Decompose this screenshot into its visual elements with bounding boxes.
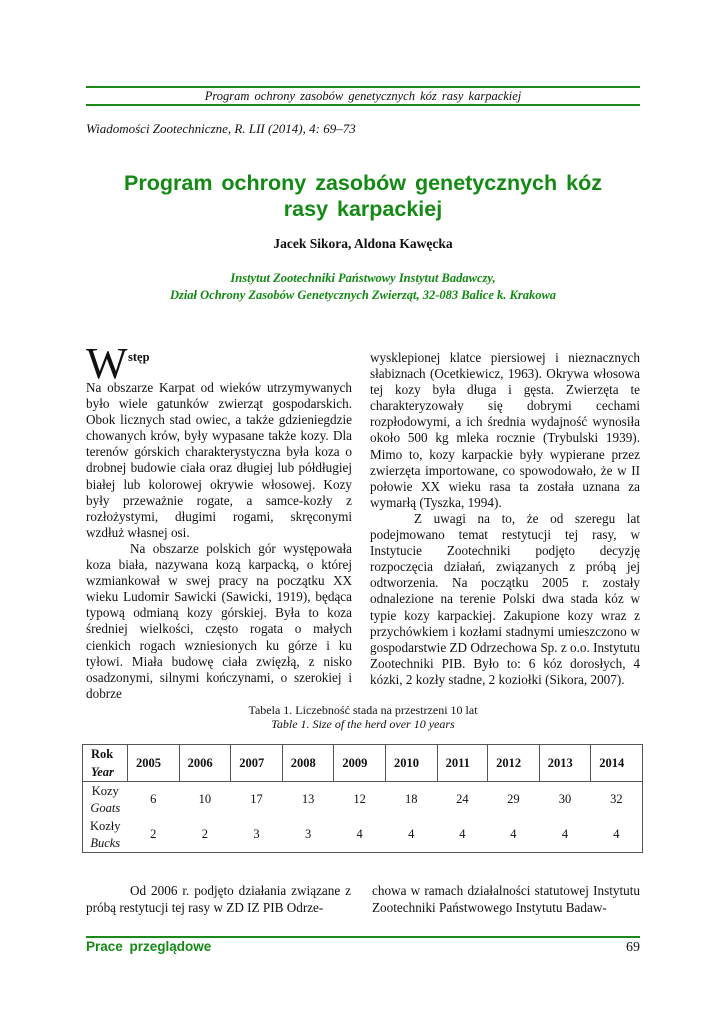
table-cell: 18 [405,792,418,806]
year-header: 2006 [179,745,231,782]
table-header-row [83,745,643,782]
table-cell: 13 [301,792,315,806]
table-cell: 3 [304,827,312,841]
year-header: 2013 [539,745,591,782]
text-column-left [86,339,352,702]
dropcap: W [86,339,128,388]
table-cell: 2 [201,827,209,841]
text-column-right [370,350,640,688]
header-label-en: Year [91,765,114,779]
paragraph: Od 2006 r. podjęto działania związane z próbą restytucji tej rasy w ZD IZ PIB Odrze- [86,883,351,915]
footer-rule [86,936,640,938]
paragraph: Z uwagi na to, że od szeregu lat podejmowano temat restytucji tej rasy, w Instytucie Zootechniki podjęto decyzję rozpoczęcia działań, związanych z próbą jej odtworzenia. Na początku 2005 r. zostały odnalezione na terenie Polski dwa stada kóz w typie kozy karpackiej. Zakupione kozy wraz z przychówkiem i kozłami stadnymi umieszczono w gospodarstwie ZD Odrzechowa Sp. z o.o. Instytutu Zootechniki PIB. Było to: 6 kóz dorosłych, 4 kózki, 2 kozły stadne, 2 koziołki (Sikora, 2007). [370,510,640,687]
table-cell: 4 [459,827,466,841]
affiliation [86,270,640,304]
year-header: 2014 [591,745,643,782]
year-header: 2011 [437,745,488,782]
header-label-cell [83,745,128,782]
affiliation-line-1: Instytut Zootechniki Państwowy Instytut Badawczy, [230,271,496,285]
paragraph: Na obszarze polskich gór występowała koza biała, nazywana kozą karpacką, o której wzmiankował w swej pracy na początku XX wieku Ludomir Sawicki (Sawicki, 1919), będąca typową odmianą kozy górskiej. Była to koza średniej wielkości, często rogata o małych cienkich rogach wzniesionych ku górze i ku tyłowi. Miała budowę ciała zwięzłą, z nisko osadzonymi, silnymi kończynami, o szerokiej i dobrze [86,540,352,701]
table-cell: 17 [250,792,263,806]
year-header: 2005 [128,745,180,782]
year-header: 2010 [385,745,437,782]
affiliation-line-2: Dział Ochrony Zasobów Genetycznych Zwierząt, 32-083 Balice k. Krakowa [169,288,557,302]
table-caption-pl: Tabela 1. Liczebność stada na przestrzeni 10 lat [248,703,478,717]
table-cell: 29 [507,792,520,806]
table-cell: 4 [408,827,415,841]
journal-citation: Wiadomości Zootechniczne, R. LII (2014), 4: 69–73 [86,121,356,136]
table-cell: 4 [356,827,363,841]
row-label-en: Goats [90,800,121,815]
year-header: 2008 [282,745,334,782]
title-line-1: Program ochrony zasobów genetycznych kóz [124,171,602,195]
table-caption-en: Table 1. Size of the herd over 10 years [271,717,455,731]
year-header: 2009 [334,745,386,782]
year-header: 2012 [488,745,540,782]
article-title [86,170,640,222]
header-rule-bottom [86,104,640,106]
table-cell: 32 [610,792,623,806]
continuation-right [372,883,640,916]
header-rule-top [86,86,640,88]
table-cell: 24 [456,792,469,806]
year-header: 2007 [231,745,283,782]
table-cell: 3 [253,827,260,841]
row-label-pl: Kozły [89,818,121,833]
authors: Jacek Sikora, Aldona Kawęcka [273,236,453,251]
table-cell: 2 [150,827,157,841]
row-label-en: Bucks [90,835,121,850]
table-cell: 10 [198,792,212,806]
table-cell: 4 [613,827,620,841]
table-cell: 6 [150,792,157,806]
table-cell: 30 [558,792,572,806]
section-label: Prace przeglądowe [86,939,212,954]
herd-size-table [82,744,643,853]
paragraph: chowa w ramach działalności statutowej Instytutu Zootechniki Państwowego Instytutu Badaw- [372,883,640,915]
table-cell: 12 [353,792,366,806]
row-label-cell [83,782,128,818]
section-heading-intro [86,339,352,388]
table-caption [86,703,640,731]
row-label-cell [83,817,128,853]
running-head: Program ochrony zasobów genetycznych kóz rasy karpackiej [204,89,522,103]
section-heading-rest: stęp [128,350,150,364]
table-row-bucks [83,817,643,853]
row-label-pl: Kozy [91,783,119,798]
title-line-2: rasy karpackiej [283,197,443,221]
header-label-pl: Rok [91,747,114,761]
paragraph: Na obszarze Karpat od wieków utrzymywanych było wiele gatunków zwierząt gospodarskich. Obok licznych stad owiec, a także gdzieniegdzie chowanych krów, były wypasane także kozy. Dla terenów górskich charakterystyczna była koza o drobnej budowie ciała oraz długiej lub półdługiej białej lub kolorowej okrywie włosowej. Kozy były przeważnie rogate, a samce-kozły z rozłożystymi, długimi rogami, skręconymi wzdłuż własnej osi. [86,380,352,540]
table-row-goats [83,782,643,818]
table-cell: 4 [561,827,569,841]
paragraph: wysklepionej klatce piersiowej i nieznacznych słabiznach (Ocetkiewicz, 1963). Okrywa włosowa tej kozy była długa i gęsta. Zwierzęta te charakteryzowały się dobrymi cechami rozpłodowymi, a ich średnia wydajność wynosiła około 500 kg mleka rocznie (Trybulski 1939). Mimo to, kozy karpackie były wypierane przez zwierzęta importowane, co spowodowało, że w II połowie XX wieku rasa ta została uznana za wymarłą (Tyszka, 1994). [370,350,640,510]
table-cell: 4 [510,827,517,841]
continuation-left [86,883,351,916]
page-number: 69 [626,940,640,955]
